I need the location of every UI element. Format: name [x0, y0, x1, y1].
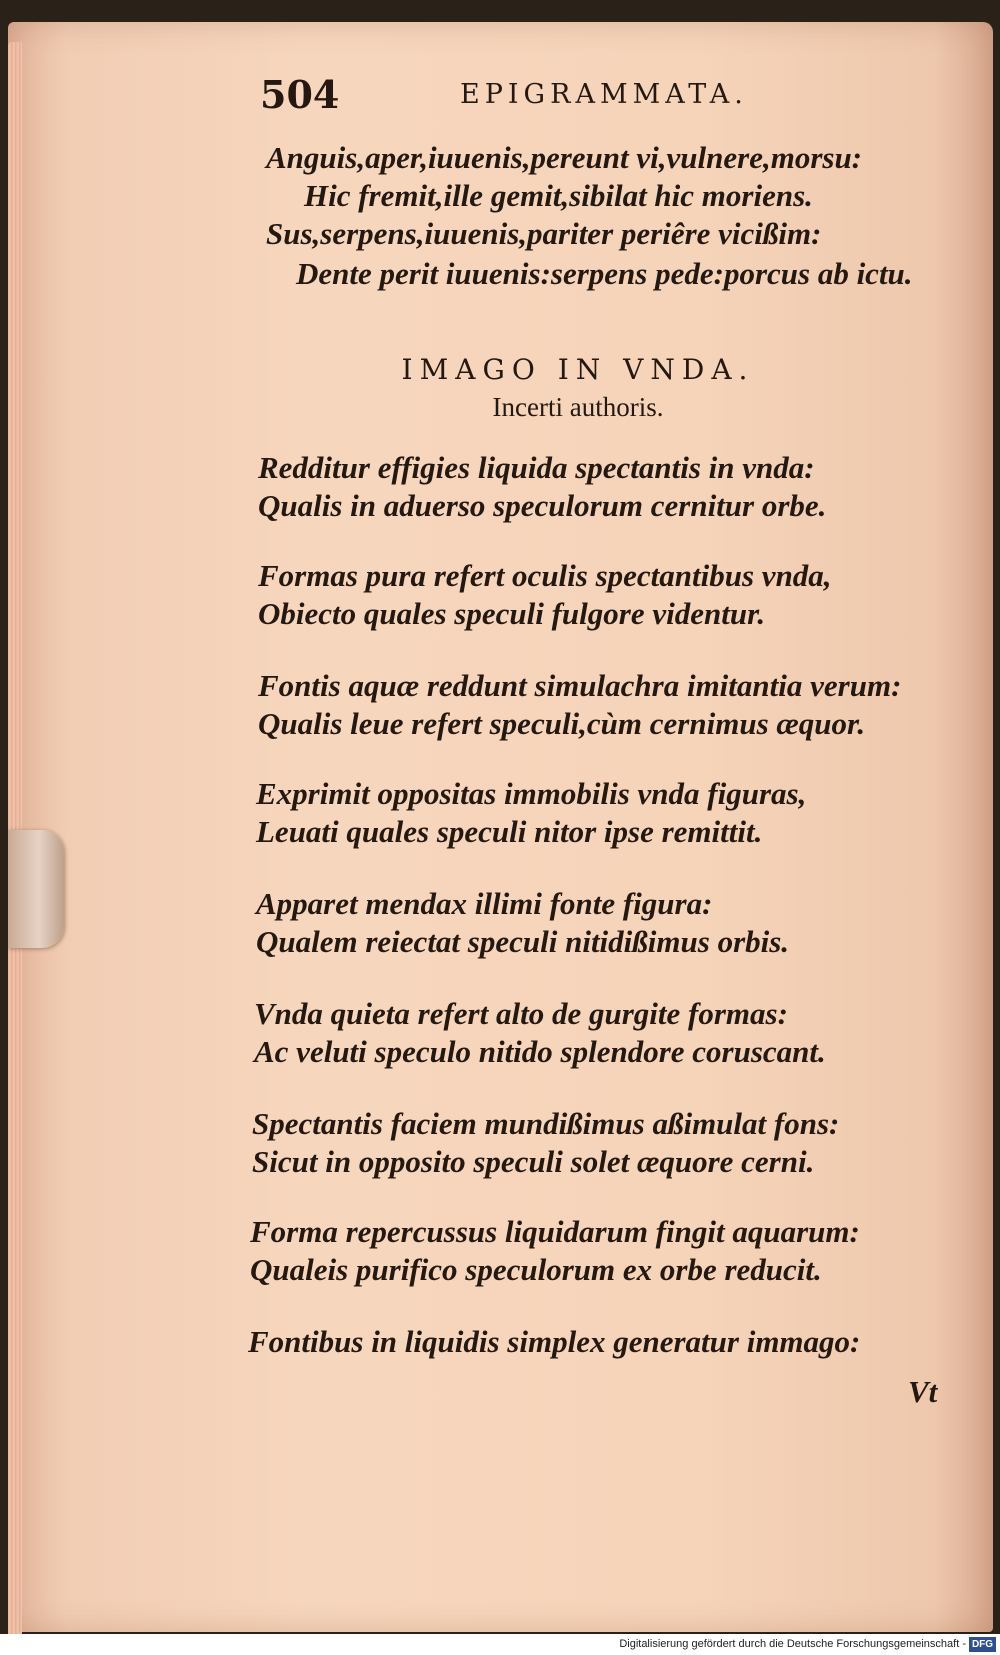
footer-credit-text: Digitalisierung gefördert durch die Deutsche Forschungsgemeinschaft - — [619, 1638, 966, 1650]
preceding-verse-line: Dente perit iuuenis:serpens pede:porcus ab ictu. — [296, 256, 913, 291]
page-text — [8, 22, 993, 1632]
verse-line: Vnda quieta refert alto de gurgite formas: — [254, 996, 788, 1031]
verse-line: Ac veluti speculo nitido splendore coruscant. — [254, 1034, 826, 1069]
verse-line: Qualeis purifico speculorum ex orbe reducit. — [250, 1252, 822, 1287]
section-subtitle: Incerti authoris. — [492, 392, 664, 422]
verse-line: Spectantis faciem mundißimus aßimulat fons: — [252, 1106, 840, 1141]
preceding-verse-line: Hic fremit,ille gemit,sibilat hic moriens. — [304, 178, 813, 213]
verse-line: Qualis in aduerso speculorum cernitur orbe. — [258, 488, 827, 523]
section-title: IMAGO IN VNDA. — [401, 353, 755, 386]
page-number: 504 — [260, 72, 340, 117]
verse-line: Leuati quales speculi nitor ipse remittit. — [256, 814, 763, 849]
verse-line: Fontis aquæ reddunt simulachra imitantia verum: — [258, 668, 902, 703]
verse-line: Qualis leue refert speculi,cùm cernimus æquor. — [258, 706, 866, 741]
running-title: EPIGRAMMATA. — [460, 79, 748, 110]
verse-line: Forma repercussus liquidarum fingit aquarum: — [250, 1214, 860, 1249]
verse-line: Sicut in opposito speculi solet æquore cerni. — [252, 1144, 815, 1179]
dfg-logo-icon: DFG — [969, 1637, 996, 1652]
verse-line: Fontibus in liquidis simplex generatur immago: — [248, 1324, 861, 1359]
running-head — [260, 70, 950, 120]
verse-line: Apparet mendax illimi fonte figura: — [256, 886, 713, 921]
verse-line: Qualem reiectat speculi nitidißimus orbis. — [256, 924, 790, 959]
verse-line: Redditur effigies liquida spectantis in vnda: — [258, 450, 815, 485]
verse-line: Formas pura refert oculis spectantibus vnda, — [258, 558, 832, 593]
preceding-verse-line: Sus,serpens,iuuenis,pariter periêre vicißim: — [266, 216, 822, 251]
catchword: Vt — [908, 1374, 938, 1409]
verse-line: Obiecto quales speculi fulgore videntur. — [258, 596, 766, 631]
digitization-footer — [0, 1634, 1000, 1655]
paper-page — [8, 22, 993, 1632]
verse-line: Exprimit oppositas immobilis vnda figuras, — [256, 776, 807, 811]
preceding-verse-line: Anguis,aper,iuuenis,pereunt vi,vulnere,morsu: — [266, 140, 863, 175]
